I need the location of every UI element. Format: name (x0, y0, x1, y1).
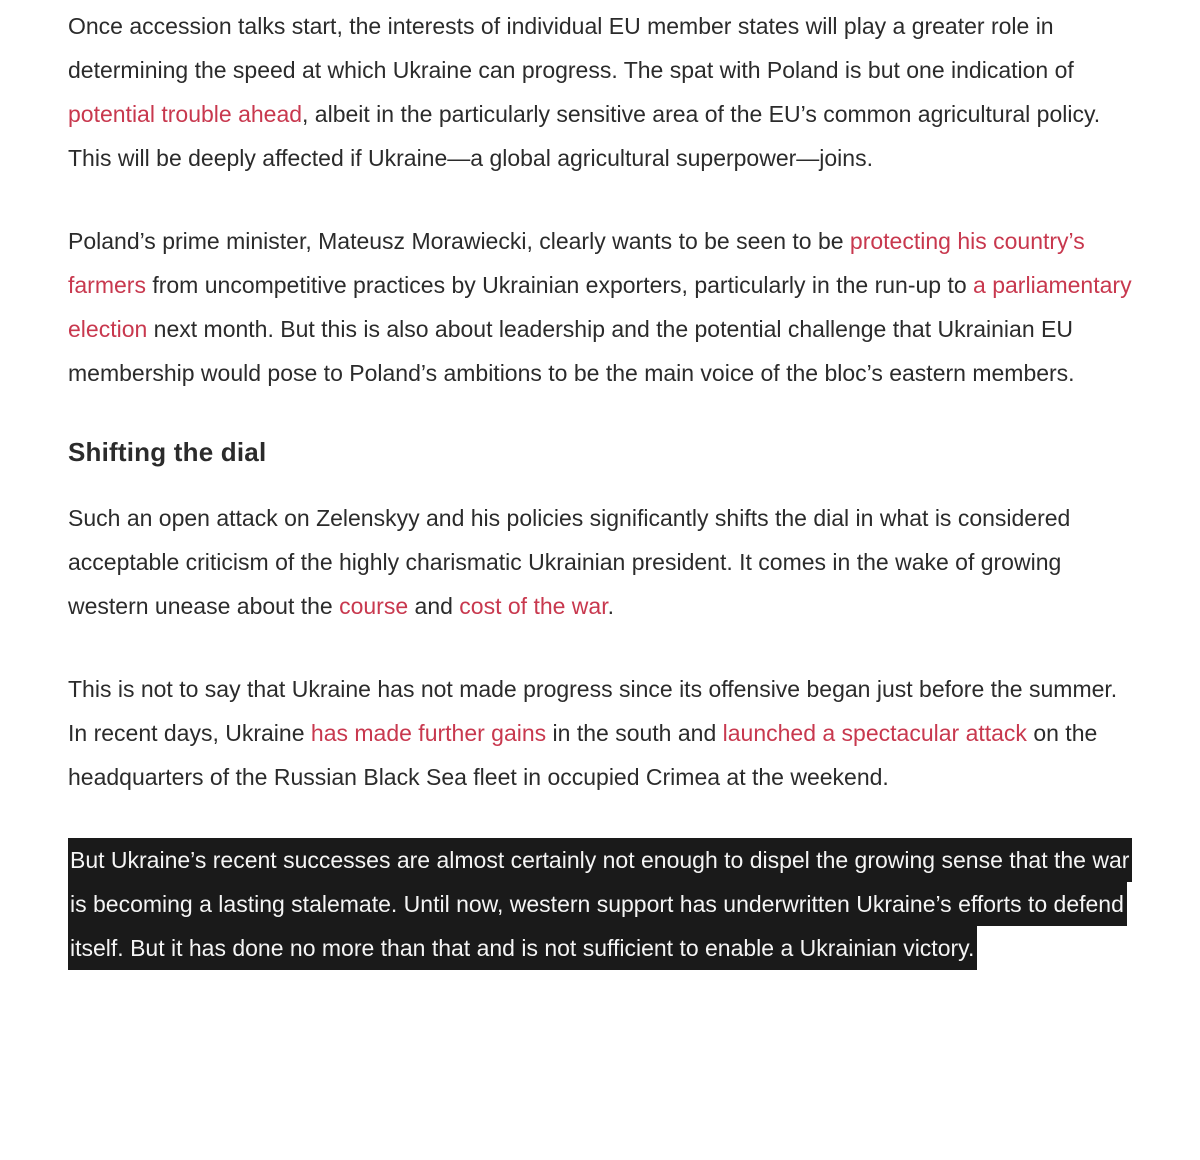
highlighted-paragraph (68, 838, 1142, 970)
selection-highlight (68, 838, 1132, 970)
section-heading: Shifting the dial (68, 437, 267, 467)
text-run: . (607, 593, 614, 619)
text-run: in the south and (546, 720, 723, 746)
inline-link[interactable]: course (339, 593, 409, 619)
text-run: Once accession talks start, the interests of individual EU member states will play a greater role in determining the speed at which Ukraine can progress. The spat with Poland is but one indication of (68, 13, 1074, 83)
inline-link[interactable]: protecting his country’s farmers (68, 228, 1085, 298)
text-run: Poland’s prime minister, Mateusz Morawiecki, clearly wants to be seen to be (68, 228, 850, 254)
text-run: But Ukraine’s recent successes are almost certainly not enough to dispel the growing sense that the war is becoming a lasting stalemate. Until now, western support has underwritten Ukraine’s efforts to defend itself. But it has done no more than that and is not sufficient to enable a Ukrainian victory. (70, 847, 1130, 961)
text-run: on the headquarters of the Russian Black Sea fleet in occupied Crimea at the weekend. (68, 720, 1098, 790)
text-run: and (408, 593, 460, 619)
text-run: from uncompetitive practices by Ukrainian exporters, particularly in the run-up to (145, 272, 974, 298)
paragraph (68, 4, 1142, 180)
inline-link[interactable]: has made further gains (310, 720, 547, 746)
text-run: This is not to say that Ukraine has not made progress since its offensive began just before the summer. In recent days, Ukraine (68, 676, 1118, 746)
inline-link[interactable]: cost of the war (459, 593, 608, 619)
text-run: next month. But this is also about leadership and the potential challenge that Ukrainian EU membership would pose to Poland’s ambitions to be the main voice of the bloc’s eastern members. (68, 316, 1075, 386)
paragraph (68, 496, 1142, 628)
paragraph (68, 219, 1142, 395)
paragraph (68, 667, 1142, 799)
inline-link[interactable]: a parliamentary election (68, 272, 1132, 342)
inline-link[interactable]: launched a spectacular attack (722, 720, 1027, 746)
text-run: , albeit in the particularly sensitive area of the EU’s common agricultural policy. This will be deeply affected if Ukraine—a global agricultural superpower—joins. (68, 101, 1101, 171)
text-run: Such an open attack on Zelenskyy and his policies significantly shifts the dial in what is considered acceptable criticism of the highly charismatic Ukrainian president. It comes in the wake of growing western unease about the (68, 505, 1071, 619)
inline-link[interactable]: potential trouble ahead (68, 101, 303, 127)
